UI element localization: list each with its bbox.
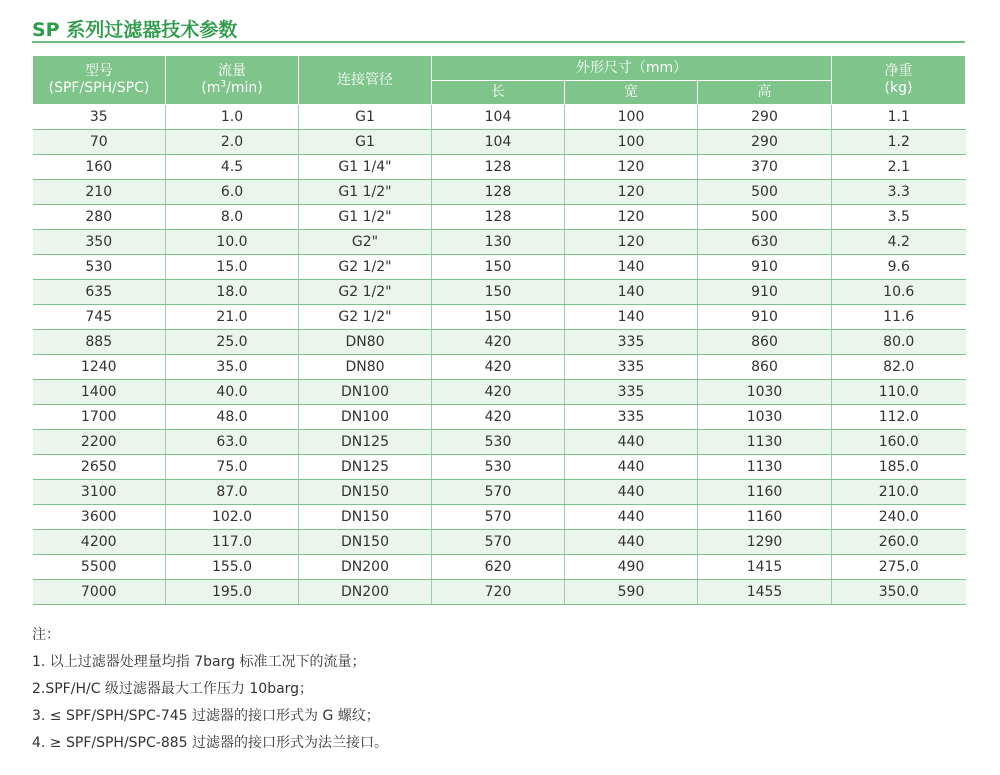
header-length: 长: [432, 81, 565, 105]
cell-height: 1030: [698, 380, 832, 405]
cell-pipe-size: G2 1/2": [299, 255, 432, 280]
cell-length: 620: [432, 555, 565, 580]
cell-length: 530: [432, 455, 565, 480]
cell-length: 420: [432, 330, 565, 355]
cell-flow: 21.0: [166, 305, 299, 330]
table-row: [33, 505, 966, 530]
cell-model: 1700: [33, 405, 166, 430]
cell-length: 420: [432, 405, 565, 430]
table-row: [33, 480, 966, 505]
cell-height: 1160: [698, 480, 832, 505]
cell-flow: 2.0: [166, 130, 299, 155]
cell-model: 210: [33, 180, 166, 205]
cell-height: 1130: [698, 455, 832, 480]
cell-model: 2650: [33, 455, 166, 480]
cell-weight: 11.6: [832, 305, 966, 330]
cell-model: 160: [33, 155, 166, 180]
cell-weight: 160.0: [832, 430, 966, 455]
cell-height: 1130: [698, 430, 832, 455]
cell-width: 440: [565, 430, 698, 455]
note-item: 1. 以上过滤器处理量均指 7barg 标准工况下的流量；: [32, 654, 366, 670]
cell-length: 128: [432, 205, 565, 230]
cell-model: 3600: [33, 505, 166, 530]
note-item: 3. ≤ SPF/SPH/SPC-745 过滤器的接口形式为 G 螺纹；: [32, 708, 380, 724]
cell-pipe-size: G1 1/2": [299, 180, 432, 205]
cell-width: 590: [565, 580, 698, 605]
cell-weight: 1.1: [832, 105, 966, 130]
cell-height: 370: [698, 155, 832, 180]
cell-length: 128: [432, 155, 565, 180]
cell-width: 120: [565, 205, 698, 230]
table-row: [33, 280, 966, 305]
cell-height: 630: [698, 230, 832, 255]
header-pipe: 连接管径: [299, 56, 432, 105]
cell-flow: 87.0: [166, 480, 299, 505]
cell-pipe-size: G2": [299, 230, 432, 255]
cell-weight: 210.0: [832, 480, 966, 505]
cell-pipe-size: DN125: [299, 455, 432, 480]
cell-width: 440: [565, 480, 698, 505]
cell-height: 1455: [698, 580, 832, 605]
note-item: 2.SPF/H/C 级过滤器最大工作压力 10barg；: [32, 681, 314, 697]
cell-length: 104: [432, 105, 565, 130]
table-row: [33, 255, 966, 280]
cell-width: 120: [565, 180, 698, 205]
note-item: 4. ≥ SPF/SPH/SPC-885 过滤器的接口形式为法兰接口。: [32, 735, 388, 751]
cell-length: 530: [432, 430, 565, 455]
cell-weight: 4.2: [832, 230, 966, 255]
cell-length: 420: [432, 380, 565, 405]
cell-width: 335: [565, 355, 698, 380]
cell-width: 100: [565, 105, 698, 130]
cell-pipe-size: G1: [299, 130, 432, 155]
table-row: [33, 180, 966, 205]
cell-flow: 117.0: [166, 530, 299, 555]
table-row: [33, 555, 966, 580]
table-row: [33, 380, 966, 405]
cell-width: 120: [565, 155, 698, 180]
cell-pipe-size: G2 1/2": [299, 280, 432, 305]
notes: [32, 622, 388, 757]
cell-length: 570: [432, 480, 565, 505]
cell-width: 440: [565, 455, 698, 480]
table-row: [33, 530, 966, 555]
spec-table: [32, 55, 966, 605]
cell-weight: 350.0: [832, 580, 966, 605]
table-row: [33, 455, 966, 480]
cell-flow: 75.0: [166, 455, 299, 480]
cell-width: 140: [565, 305, 698, 330]
header-dimensions: 外形尺寸（mm）: [432, 56, 832, 81]
table-row: [33, 305, 966, 330]
cell-model: 4200: [33, 530, 166, 555]
cell-model: 5500: [33, 555, 166, 580]
cell-weight: 275.0: [832, 555, 966, 580]
cell-pipe-size: DN100: [299, 405, 432, 430]
cell-length: 150: [432, 305, 565, 330]
cell-pipe-size: G1: [299, 105, 432, 130]
cell-pipe-size: G1 1/2": [299, 205, 432, 230]
cell-height: 500: [698, 205, 832, 230]
cell-model: 530: [33, 255, 166, 280]
cell-flow: 102.0: [166, 505, 299, 530]
cell-length: 720: [432, 580, 565, 605]
cell-model: 635: [33, 280, 166, 305]
cell-weight: 110.0: [832, 380, 966, 405]
table-row: [33, 330, 966, 355]
cell-length: 150: [432, 255, 565, 280]
cell-length: 420: [432, 355, 565, 380]
cell-length: 150: [432, 280, 565, 305]
cell-pipe-size: G2 1/2": [299, 305, 432, 330]
cell-flow: 18.0: [166, 280, 299, 305]
cell-flow: 195.0: [166, 580, 299, 605]
table-row: [33, 580, 966, 605]
cell-model: 745: [33, 305, 166, 330]
cell-width: 120: [565, 230, 698, 255]
cell-flow: 63.0: [166, 430, 299, 455]
cell-flow: 40.0: [166, 380, 299, 405]
table-row: [33, 430, 966, 455]
cell-weight: 10.6: [832, 280, 966, 305]
cell-weight: 2.1: [832, 155, 966, 180]
cell-length: 128: [432, 180, 565, 205]
cell-flow: 25.0: [166, 330, 299, 355]
cell-pipe-size: DN80: [299, 355, 432, 380]
cell-height: 500: [698, 180, 832, 205]
table-row: [33, 130, 966, 155]
cell-pipe-size: DN150: [299, 505, 432, 530]
cell-width: 335: [565, 330, 698, 355]
header-weight: 净重 (kg): [832, 56, 966, 105]
page-title: SP 系列过滤器技术参数: [32, 19, 238, 41]
header-height: 高: [698, 81, 832, 105]
cell-model: 885: [33, 330, 166, 355]
cell-height: 290: [698, 105, 832, 130]
cell-height: 910: [698, 280, 832, 305]
cell-pipe-size: DN200: [299, 580, 432, 605]
cell-weight: 260.0: [832, 530, 966, 555]
cell-flow: 6.0: [166, 180, 299, 205]
cell-model: 7000: [33, 580, 166, 605]
cell-weight: 82.0: [832, 355, 966, 380]
cell-model: 70: [33, 130, 166, 155]
cell-pipe-size: G1 1/4": [299, 155, 432, 180]
cell-width: 140: [565, 280, 698, 305]
cell-flow: 35.0: [166, 355, 299, 380]
header-flow: 流量 $(m^3/\min)$: [166, 56, 299, 105]
cell-width: 490: [565, 555, 698, 580]
cell-pipe-size: DN150: [299, 530, 432, 555]
cell-pipe-size: DN125: [299, 430, 432, 455]
cell-weight: 3.5: [832, 205, 966, 230]
cell-width: 440: [565, 505, 698, 530]
cell-model: 3100: [33, 480, 166, 505]
cell-width: 440: [565, 530, 698, 555]
cell-height: 1030: [698, 405, 832, 430]
cell-flow: 1.0: [166, 105, 299, 130]
table-row: [33, 155, 966, 180]
cell-pipe-size: DN150: [299, 480, 432, 505]
cell-height: 1160: [698, 505, 832, 530]
notes-heading: 注：: [32, 627, 60, 643]
cell-pipe-size: DN100: [299, 380, 432, 405]
cell-height: 290: [698, 130, 832, 155]
cell-length: 130: [432, 230, 565, 255]
cell-weight: 112.0: [832, 405, 966, 430]
cell-weight: 240.0: [832, 505, 966, 530]
table-row: [33, 105, 966, 130]
cell-model: 1400: [33, 380, 166, 405]
cell-height: 860: [698, 355, 832, 380]
cell-model: 280: [33, 205, 166, 230]
header-model: 型号 (SPF/SPH/SPC): [33, 56, 166, 105]
cell-weight: 9.6: [832, 255, 966, 280]
cell-model: 350: [33, 230, 166, 255]
cell-weight: 1.2: [832, 130, 966, 155]
cell-width: 335: [565, 405, 698, 430]
cell-flow: 48.0: [166, 405, 299, 430]
cell-weight: 3.3: [832, 180, 966, 205]
table-row: [33, 205, 966, 230]
cell-length: 570: [432, 505, 565, 530]
table-row: [33, 230, 966, 255]
cell-width: 140: [565, 255, 698, 280]
cell-model: 35: [33, 105, 166, 130]
table-row: [33, 355, 966, 380]
cell-flow: 8.0: [166, 205, 299, 230]
cell-model: 1240: [33, 355, 166, 380]
cell-flow: 4.5: [166, 155, 299, 180]
cell-weight: 185.0: [832, 455, 966, 480]
cell-height: 860: [698, 330, 832, 355]
cell-length: 104: [432, 130, 565, 155]
cell-pipe-size: DN200: [299, 555, 432, 580]
title-divider: [32, 41, 965, 43]
cell-height: 910: [698, 255, 832, 280]
cell-weight: 80.0: [832, 330, 966, 355]
cell-length: 570: [432, 530, 565, 555]
spec-table-body: [33, 105, 966, 605]
cell-flow: 15.0: [166, 255, 299, 280]
cell-height: 1290: [698, 530, 832, 555]
cell-height: 910: [698, 305, 832, 330]
cell-flow: 155.0: [166, 555, 299, 580]
cell-height: 1415: [698, 555, 832, 580]
cell-model: 2200: [33, 430, 166, 455]
cell-flow: 10.0: [166, 230, 299, 255]
cell-width: 335: [565, 380, 698, 405]
cell-pipe-size: DN80: [299, 330, 432, 355]
table-row: [33, 405, 966, 430]
cell-width: 100: [565, 130, 698, 155]
header-width: 宽: [565, 81, 698, 105]
